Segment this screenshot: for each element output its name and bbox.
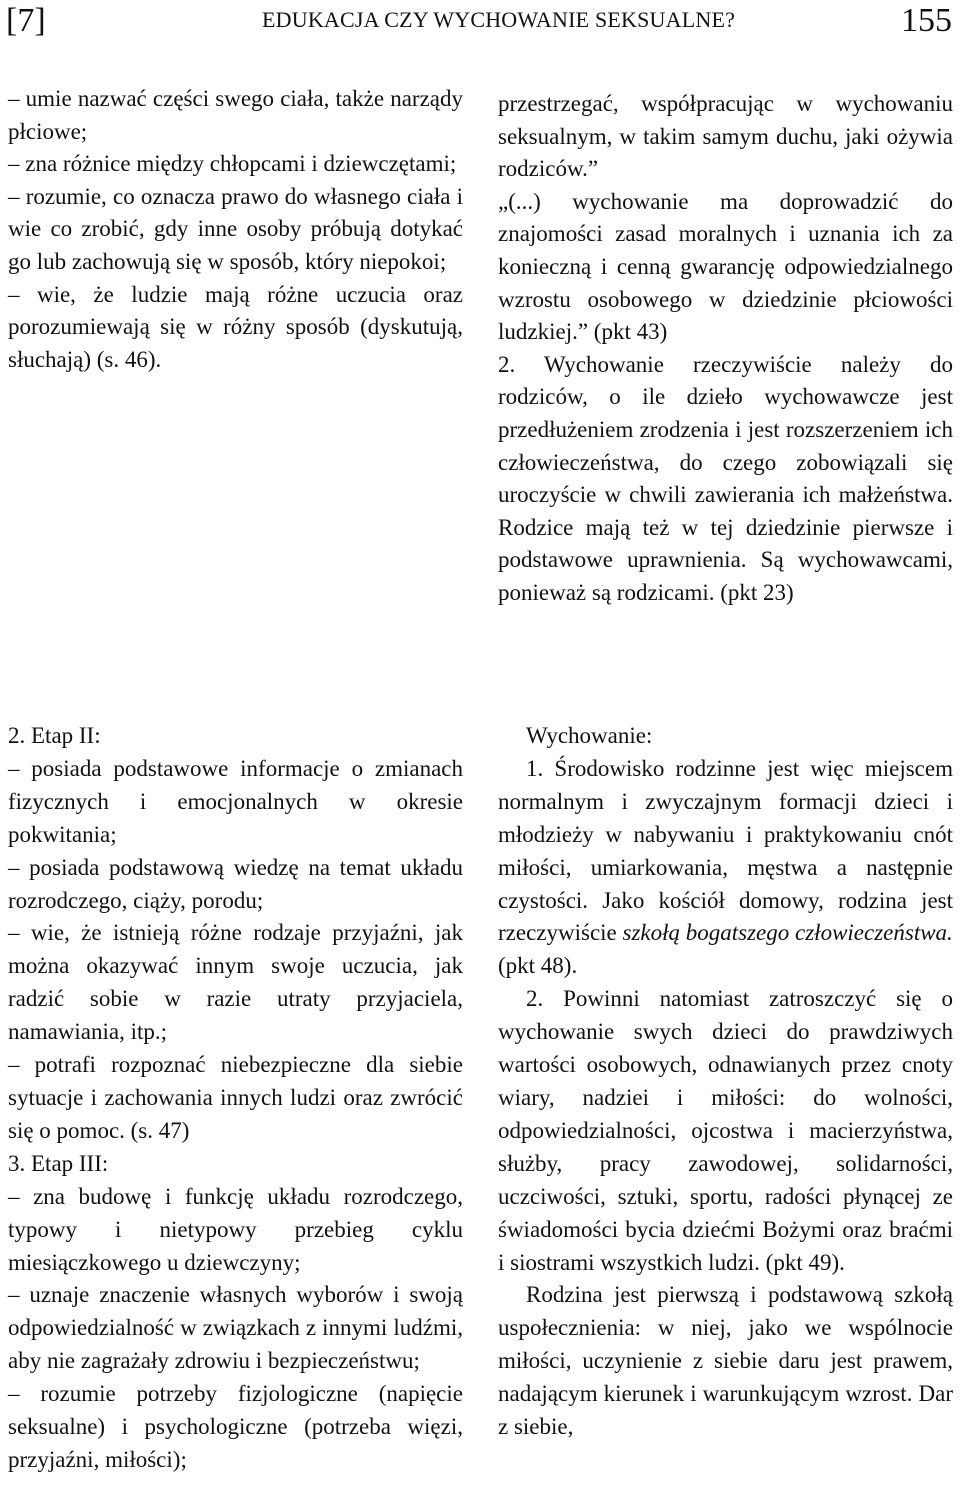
list-item: – umie nazwać części swego ciała, także narządy płciowe; <box>8 86 463 144</box>
section-heading-etap-2: 2. Etap II: <box>8 723 101 748</box>
paragraph: „(...) wychowanie ma doprowadzić do znajomości zasad moralnych i uznania ich za konieczną i cenną gwarancję odpowiedzialnego wzrostu osobowego w dziedzinie płciowości ludzkiej.” (pkt 43) <box>498 188 953 345</box>
reference-text: (pkt 48). <box>498 953 578 979</box>
page-header <box>0 0 960 40</box>
paragraph: 2. Wychowanie rzeczywiście należy do rodziców, o ile dzieło wychowawcze jest przedłużeniem zrodzenia i jest rozszerzeniem ich człowieczeństwa, do czego zobowiązali się uroczyście w chwili zawierania ich małżeństwa. Rodzice mają też w tej dziedzinie pierwsze i podstawowe uprawnienia. Są wychowawcami, ponieważ są rodzicami. (pkt 23) <box>498 351 953 605</box>
list-item: – rozumie, co oznacza prawo do własnego ciała i wie co zrobić, gdy inne osoby próbują dotykać go lub zachowują się w sposób, który niepokoi; <box>8 183 463 274</box>
list-item: – posiada podstawowe informacje o zmianach fizycznych i emocjonalnych w okresie pokwitania; <box>8 755 463 847</box>
paragraph-text: 1. Środowisko rodzinne jest więc miejscem normalnym i zwyczajnym formacji dzieci i młodzieży w nabywaniu i praktykowaniu cnót miłości, umiarkowania, męstwa a następnie czystości. Jako kościół domowy, rodzina jest rzeczywiście <box>498 755 953 946</box>
column-bottom-right <box>498 720 953 1444</box>
page-number: 155 <box>901 2 952 39</box>
section-heading-etap-3: 3. Etap III: <box>8 1150 109 1176</box>
list-item: – zna różnice między chłopcami i dziewczętami; <box>8 151 457 177</box>
list-item: – wie, że istnieją różne rodzaje przyjaźni, jak można okazywać innym swoje uczucia, jak radzić sobie w razie utraty przyjaciela, namawiania, itp.; <box>8 920 463 1045</box>
paragraph <box>498 753 953 983</box>
list-item: – potrafi rozpoznać niebezpieczne dla siebie sytuacje i zachowania innych ludzi oraz zwrócić się o pomoc. (s. 47) <box>8 1052 463 1143</box>
list-item: – wie, że ludzie mają różne uczucia oraz porozumiewają się w różny sposób (dyskutują, słuchają) (s. 46). <box>8 281 463 372</box>
paragraph: Rodzina jest pierwszą i podstawową szkołą uspołecznienia: w niej, jako we wspólnocie miłości, uczynienie z siebie daru jest prawem, nadającym kierunek i warunkującym wzrost. Dar z siebie, <box>498 1282 953 1440</box>
list-item: – posiada podstawową wiedzę na temat układu rozrodczego, ciąży, porodu; <box>8 854 463 913</box>
chapter-number: [7] <box>6 2 46 39</box>
paragraph: 2. Powinni natomiast zatroszczyć się o wychowanie swych dzieci do prawdziwych wartości osobowych, odnawianych przez cnoty wiary, nadziei i miłości: do wolności, odpowiedzialności, ojcostwa i macierzyństwa, służby, pracy zawodowej, solidarności, uczciwości, sztuki, sportu, radości płynącej ze świadomości bycia dziećmi Bożymi oraz braćmi i siostrami wszystkich ludzi. (pkt 49). <box>498 986 953 1275</box>
column-top-right <box>498 88 953 610</box>
list-item: – rozumie potrzeby fizjologiczne (napięcie seksualne) i psychologiczne (potrzeba więzi, przyjaźni, miłości); <box>8 1381 463 1472</box>
emphasis-text: szkołą bogatszego człowieczeństwa. <box>622 920 953 946</box>
section-heading-wychowanie: Wychowanie: <box>526 723 653 748</box>
list-item: – zna budowę i funkcję układu rozrodczego, typowy i nietypowy przebieg cyklu miesiączkowego u dziewczyny; <box>8 1183 463 1275</box>
running-title: EDUKACJA CZY WYCHOWANIE SEKSUALNE? <box>262 7 736 32</box>
column-bottom-left <box>8 720 463 1477</box>
list-item: – uznaje znaczenie własnych wyborów i swoją odpowiedzialność w związkach z innymi ludźmi, aby nie zagrażały zdrowiu i bezpieczeństwu; <box>8 1282 463 1374</box>
paragraph: przestrzegać, współpracując w wychowaniu seksualnym, w takim samym duchu, jaki ożywia rodziców.” <box>498 91 953 182</box>
column-top-left <box>8 83 463 376</box>
